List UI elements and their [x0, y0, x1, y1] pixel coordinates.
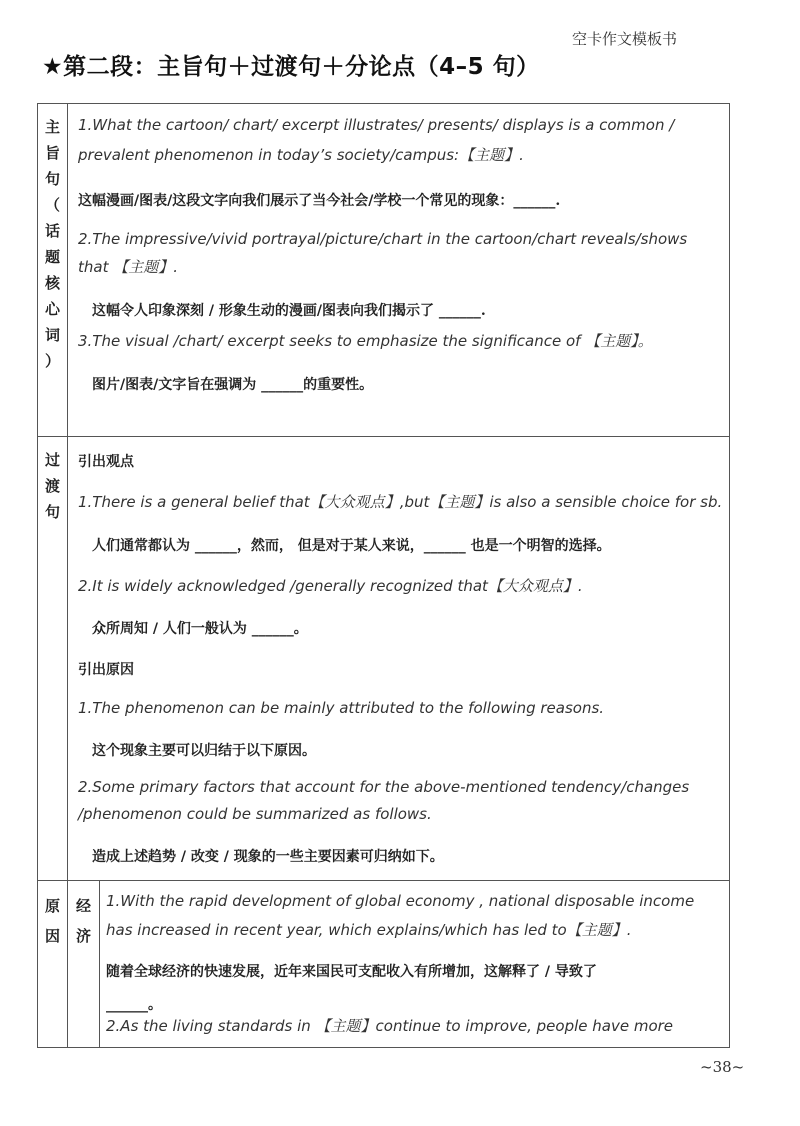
economy-label-char: 济 [75, 927, 91, 945]
page-number: ~38~ [700, 1058, 745, 1076]
economy-line: ______。 [106, 997, 162, 1013]
topic-label-char: 句 [44, 170, 60, 188]
reason-line: 这个现象主要可以归结于以下原因。 [92, 743, 316, 759]
economy-line: 随着全球经济的快速发展，近年来国民可支配收入有所增加，这解释了 / 导致了 [106, 964, 597, 980]
topic-label-char: 话 [44, 222, 60, 240]
topic-label-char: 题 [44, 248, 60, 266]
reason-line: 2.Some primary factors that account for the above-mentioned tendency/changes [78, 778, 690, 796]
economy-line: has increased in recent year, which explains/which has led to【主题】. [106, 921, 632, 939]
book-title: 空卡作文模板书 [572, 30, 678, 48]
reasons-label-char: 因 [44, 927, 60, 945]
economy-content [100, 881, 729, 1047]
viewpoint-line: 2.It is widely acknowledged /generally recognized that【大众观点】. [78, 577, 583, 595]
transition-label-char: 过 [44, 451, 60, 469]
viewpoint-line: 1.There is a general belief that【大众观点】,but【主题】is also a sensible choice for sb. [78, 493, 723, 511]
topic-line: prevalent phenomenon in today’s society/campus:【主题】. [78, 146, 524, 164]
transition-label-char: 句 [44, 503, 60, 521]
economy-label [68, 881, 100, 1047]
economy-label-char: 经 [75, 897, 91, 915]
topic-content [68, 104, 729, 436]
transition-row [38, 437, 729, 881]
transition-label [38, 437, 68, 880]
topic-line: 3.The visual /chart/ excerpt seeks to emphasize the significance of 【主题】。 [78, 332, 653, 350]
topic-label-char: （ [44, 196, 60, 214]
topic-label-char: 心 [44, 300, 60, 318]
topic-line: 1.What the cartoon/ chart/ excerpt illustrates/ presents/ displays is a common / [78, 116, 675, 134]
reason-line: 造成上述趋势 / 改变 / 现象的一些主要因素可归纳如下。 [92, 849, 444, 865]
transition-label-char: 渡 [44, 477, 60, 495]
economy-line: 2.As the living standards in 【主题】continue to improve, people have more [106, 1017, 674, 1035]
reasons-label-char: 原 [44, 897, 60, 915]
topic-label-char: ） [44, 352, 60, 370]
topic-label [38, 104, 68, 436]
topic-line: 图片/图表/文字旨在强调为 ______的重要性。 [92, 377, 374, 393]
topic-label-char: 词 [44, 326, 60, 344]
template-table [37, 103, 730, 1048]
topic-label-char: 旨 [44, 144, 60, 162]
topic-line: 这幅令人印象深刻 / 形象生动的漫画/图表向我们揭示了 ______. [92, 303, 486, 319]
viewpoint-line: 人们通常都认为 ______，然而， 但是对于某人来说，______ 也是一个明智的选择。 [92, 538, 611, 554]
reason-line: 1.The phenomenon can be mainly attributed to the following reasons. [78, 699, 605, 717]
viewpoint-line: 众所周知 / 人们一般认为 ______。 [92, 621, 308, 637]
topic-line: 这幅漫画/图表/这段文字向我们展示了当今社会/学校一个常见的现象：______. [78, 193, 561, 209]
topic-line: that 【主题】. [78, 258, 178, 276]
economy-line: 1.With the rapid development of global economy , national disposable income [106, 892, 695, 910]
viewpoint-heading: 引出观点 [78, 454, 134, 470]
reasons-label [38, 881, 68, 1047]
reason-heading: 引出原因 [78, 662, 134, 678]
topic-label-char: 核 [44, 274, 60, 292]
topic-sentence-row [38, 104, 729, 437]
transition-content [68, 437, 729, 880]
topic-line: 2.The impressive/vivid portrayal/picture/chart in the cartoon/chart reveals/shows [78, 230, 688, 248]
reasons-row [38, 881, 729, 1047]
reason-line: /phenomenon could be summarized as follows. [78, 805, 432, 823]
section-heading: ★第二段：主旨句＋过渡句＋分论点（4–5 句） [42, 54, 540, 80]
topic-label-char: 主 [44, 118, 60, 136]
